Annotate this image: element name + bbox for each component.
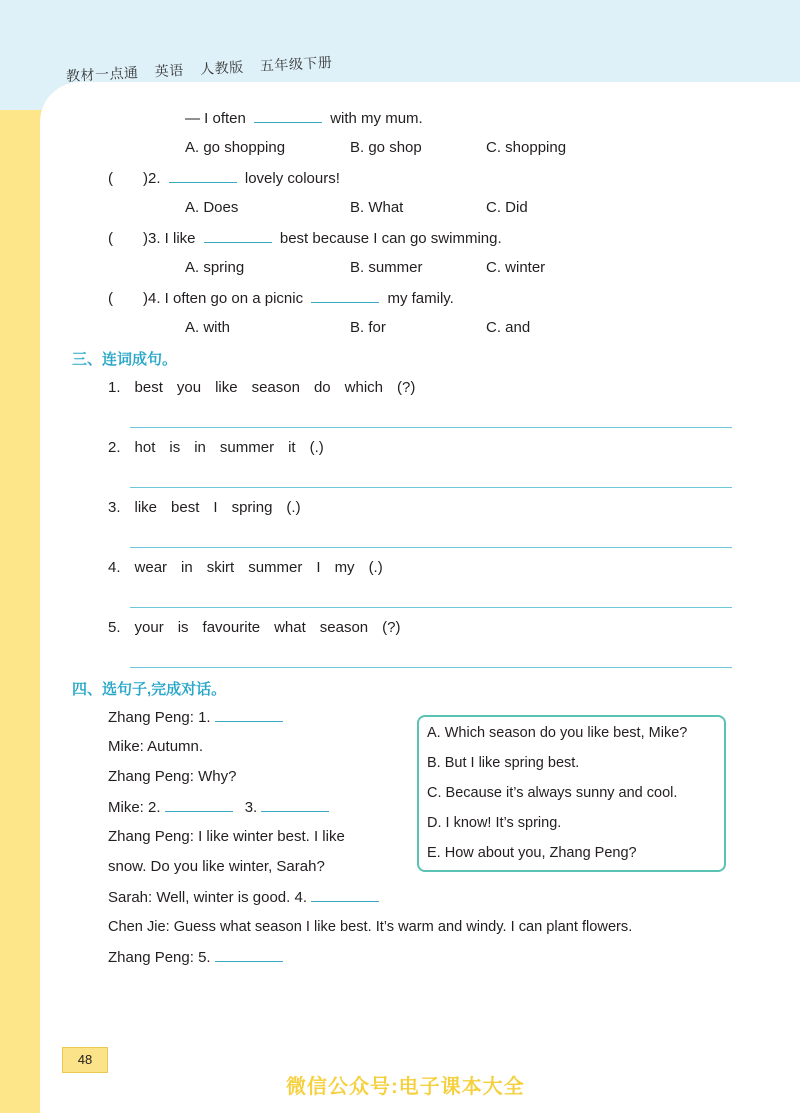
grade: 五年级下册 [259, 54, 333, 74]
dialogue-line-7: Sarah: Well, winter is good. 4. [108, 887, 383, 908]
answer-blank[interactable] [311, 887, 379, 902]
dialogue-line-8: Chen Jie: Guess what season I like best. It’s warm and windy. I can plant flowers. [108, 919, 633, 935]
answer-blank[interactable] [215, 947, 283, 962]
choice-d[interactable]: D. I know! It’s spring. [427, 815, 562, 831]
dialogue-line-3: Zhang Peng: Why? [108, 768, 237, 785]
answer-line[interactable] [130, 667, 732, 668]
option-c[interactable]: C. Did [486, 199, 528, 216]
answer-line[interactable] [130, 547, 732, 548]
answer-blank[interactable] [165, 797, 233, 812]
q1-stem: — I often with my mum. [185, 110, 423, 127]
question-4: ( )4. I often go on a picnic my family. [108, 290, 454, 307]
answer-blank[interactable] [261, 797, 329, 812]
dialogue-line-4: Mike: 2. 3. [108, 797, 333, 818]
option-b[interactable]: B. summer [350, 259, 423, 276]
option-c[interactable]: C. and [486, 319, 531, 336]
option-a[interactable]: A. go shopping [185, 139, 286, 156]
answer-line[interactable] [130, 607, 732, 608]
dialogue-line-5: Zhang Peng: I like winter best. I like [108, 828, 345, 845]
answer-blank[interactable] [169, 168, 237, 183]
option-b[interactable]: B. go shop [350, 139, 422, 156]
dialogue-line-1: Zhang Peng: 1. [108, 707, 287, 728]
watermark: 微信公众号:电子课本大全 [286, 1076, 525, 1098]
option-a[interactable]: A. spring [185, 259, 245, 276]
answer-line[interactable] [130, 487, 732, 488]
scrambled-sentence-1: 1. best you like season do which (?) [108, 379, 416, 396]
answer-blank[interactable] [311, 288, 379, 303]
scrambled-sentence-3: 3. like best I spring (.) [108, 499, 301, 516]
book-name: 教材一点通 [65, 64, 139, 84]
answer-blank[interactable] [215, 707, 283, 722]
section-3-title: 三、连词成句。 [72, 351, 178, 368]
subject: 英语 [154, 61, 185, 80]
answer-line[interactable] [130, 427, 732, 428]
question-2: ( )2. lovely colours! [108, 170, 340, 187]
dialogue-line-6: snow. Do you like winter, Sarah? [108, 858, 325, 875]
answer-blank[interactable] [204, 228, 272, 243]
answer-blank[interactable] [254, 108, 322, 123]
choices-box [417, 715, 726, 872]
choice-e[interactable]: E. How about you, Zhang Peng? [427, 845, 637, 861]
scrambled-sentence-2: 2. hot is in summer it (.) [108, 439, 324, 456]
option-a[interactable]: A. Does [185, 199, 239, 216]
edition: 人教版 [199, 58, 244, 77]
dialogue-line-9: Zhang Peng: 5. [108, 947, 287, 968]
choice-b[interactable]: B. But I like spring best. [427, 755, 580, 771]
choice-c[interactable]: C. Because it’s always sunny and cool. [427, 785, 678, 801]
page-number: 48 [62, 1047, 108, 1073]
choice-a[interactable]: A. Which season do you like best, Mike? [427, 725, 688, 741]
option-c[interactable]: C. winter [486, 259, 546, 276]
section-4-title: 四、选句子,完成对话。 [72, 681, 227, 698]
scrambled-sentence-4: 4. wear in skirt summer I my (.) [108, 559, 383, 576]
question-3: ( )3. I like best because I can go swimming. [108, 230, 502, 247]
scrambled-sentence-5: 5. your is favourite what season (?) [108, 619, 401, 636]
option-b[interactable]: B. for [350, 319, 386, 336]
option-c[interactable]: C. shopping [486, 139, 567, 156]
dialogue-line-2: Mike: Autumn. [108, 738, 204, 755]
option-a[interactable]: A. with [185, 319, 231, 336]
option-b[interactable]: B. What [350, 199, 404, 216]
